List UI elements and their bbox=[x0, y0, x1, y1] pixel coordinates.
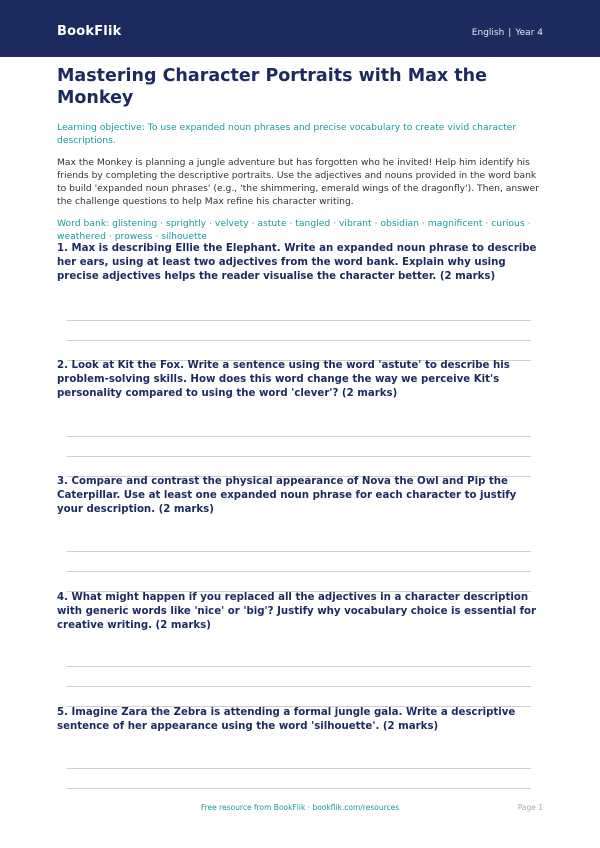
answer-line[interactable] bbox=[67, 436, 531, 437]
question-5-text: 5. Imagine Zara the Zebra is attending a formal jungle gala. Write a descriptive sentence of her appearance using the word 'silhouette'. (2 marks) bbox=[57, 707, 516, 732]
answer-line[interactable] bbox=[67, 666, 531, 667]
question-3-text: 3. Compare and contrast the physical appearance of Nova the Owl and Pip the Caterpillar. Use at least one expanded noun phrase for each character to justify your description. (2 marks) bbox=[57, 476, 517, 515]
worksheet-intro bbox=[57, 65, 543, 243]
question-1 bbox=[57, 242, 543, 284]
answer-line[interactable] bbox=[67, 571, 531, 572]
word-bank: Word bank: glistening · sprightly · velvety · astute · tangled · vibrant · obsidian · magnificent · curious · weathered · prowess · silhouette bbox=[57, 218, 531, 242]
question-4 bbox=[57, 591, 543, 633]
answer-line[interactable] bbox=[67, 788, 531, 789]
answer-line[interactable] bbox=[67, 768, 531, 769]
subject-label: English bbox=[471, 28, 505, 38]
answer-line[interactable] bbox=[67, 456, 531, 457]
page-title: Mastering Character Portraits with Max the Monkey bbox=[57, 66, 487, 108]
answer-line[interactable] bbox=[67, 340, 531, 341]
answer-line[interactable] bbox=[67, 686, 531, 687]
question-3 bbox=[57, 475, 543, 517]
brand-logo[interactable]: BookFlik bbox=[57, 24, 122, 39]
question-5 bbox=[57, 706, 543, 734]
year-label: Year 4 bbox=[515, 28, 543, 38]
question-2-text: 2. Look at Kit the Fox. Write a sentence using the word 'astute' to describe his problem-solving skills. How does this word change the way we perceive Kit's personality compared to using the word 'clever'? (2 marks) bbox=[57, 360, 510, 399]
learning-objective: Learning objective: To use expanded noun phrases and precise vocabulary to create vivid character descriptions. bbox=[57, 122, 517, 146]
subject-year-meta bbox=[472, 28, 543, 38]
footer-link[interactable]: Free resource from BookFlik · bookflik.com/resources bbox=[200, 803, 400, 812]
answer-line[interactable] bbox=[67, 551, 531, 552]
page-number: Page 1 bbox=[517, 803, 543, 812]
meta-separator: | bbox=[508, 28, 512, 38]
header-bar bbox=[0, 0, 600, 57]
question-2 bbox=[57, 359, 543, 401]
question-4-text: 4. What might happen if you replaced all the adjectives in a character description with generic words like 'nice' or 'big'? Justify why vocabulary choice is essential for creative writing. (2 marks) bbox=[57, 592, 537, 631]
answer-line[interactable] bbox=[67, 320, 531, 321]
intro-paragraph: Max the Monkey is planning a jungle adventure but has forgotten who he invited! Help him identify his friends by completing the descriptive portraits. Use the adjectives and nouns provided in the word bank to build 'expanded noun phrases' (e.g., 'the shimmering, emerald wings of the dragonfly'). Then, answer the challenge questions to help Max refine his character writing. bbox=[57, 157, 539, 207]
question-1-text: 1. Max is describing Ellie the Elephant. Write an expanded noun phrase to describe her ears, using at least two adjectives from the word bank. Explain why using precise adjectives helps the reader visualise the character better. (2 marks) bbox=[57, 243, 537, 282]
